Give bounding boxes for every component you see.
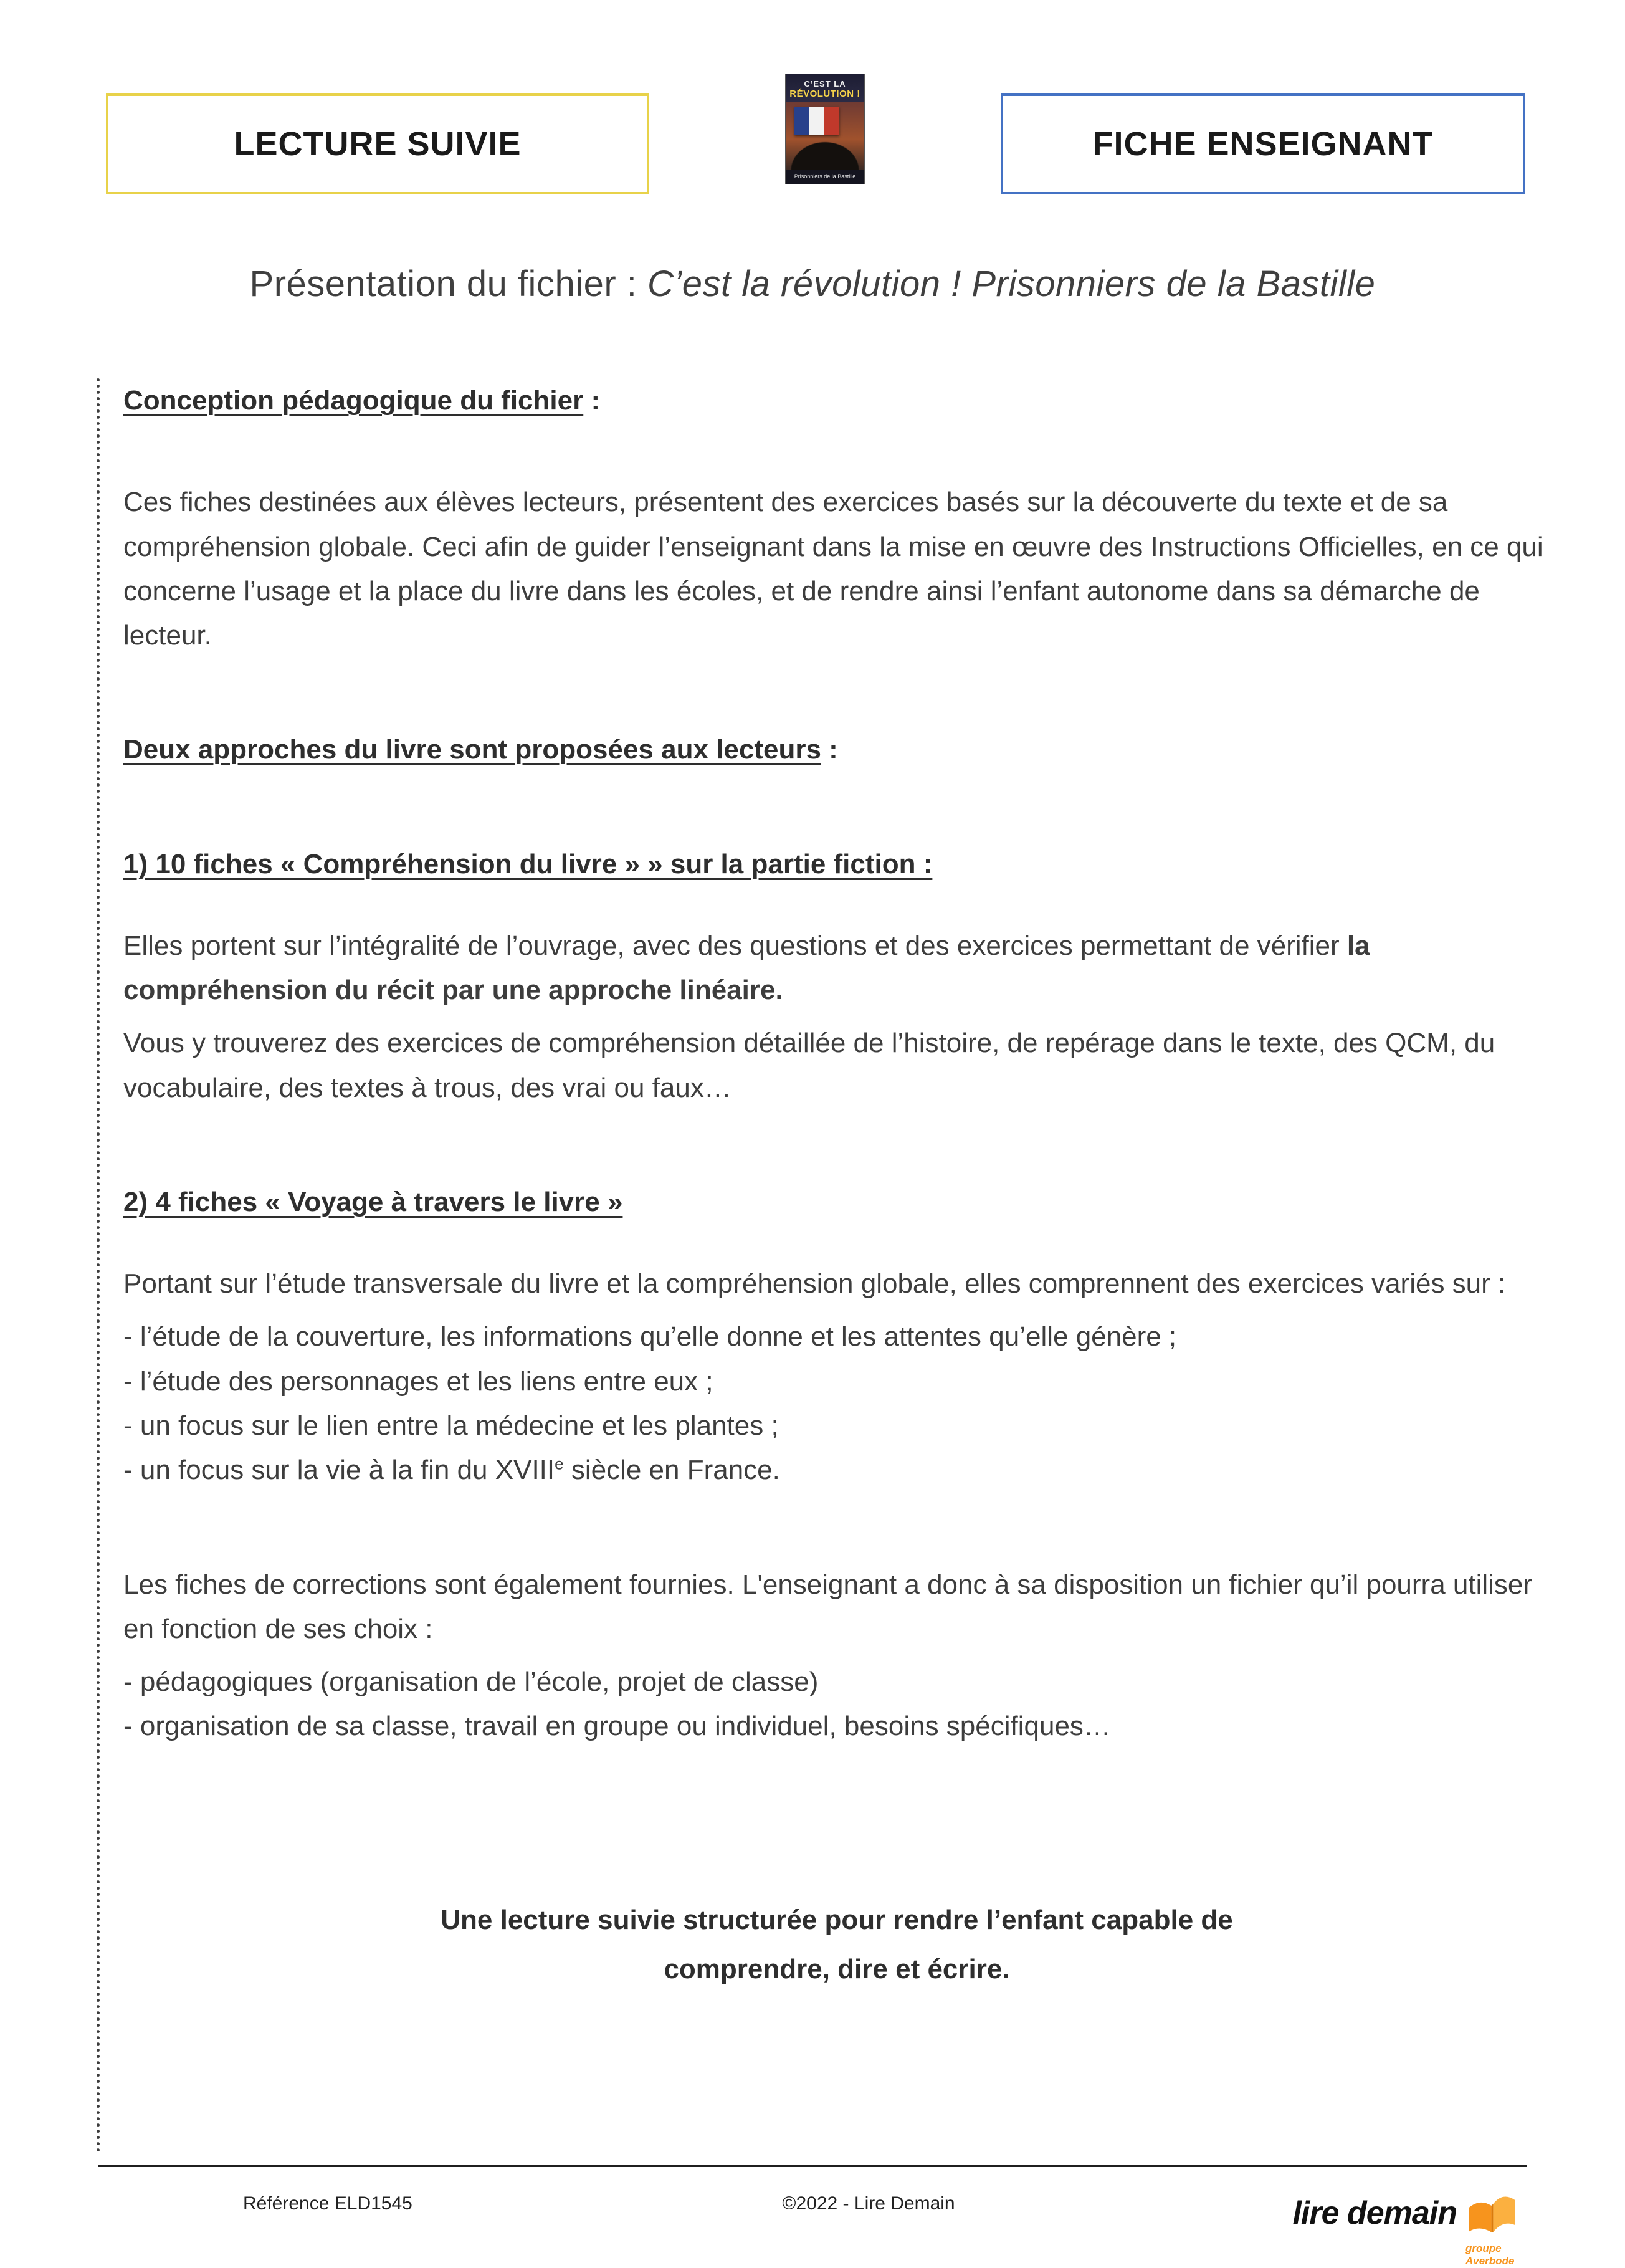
paragraph-corrections: Les fiches de corrections sont également fournies. L'enseignant a donc à sa disposition un fichier qu’il pourra utiliser en fonction de ses choix : (123, 1569, 1533, 1644)
heading-approches (123, 727, 1550, 772)
closing-line-2: comprendre, dire et écrire. (664, 1953, 1010, 1984)
book-cover-art (786, 102, 864, 170)
book-cover-subtitle: Prisonniers de la Bastille (786, 170, 864, 184)
lire-demain-logo-text: lire demain (1292, 2195, 1457, 2231)
paragraph-intro: Ces fiches destinées aux élèves lecteurs, présentent des exercices basés sur la découverte du texte et de sa compréhension globale. Ceci afin de guider l’enseignant dans la mise en œuvre des Instructions Officielles, en ce qui concerne l’usage et la place du livre dans les écoles, et de rendre ainsi l’enfant autonome dans sa démarche de lecteur. (123, 487, 1543, 651)
paragraph-fiches1 (123, 924, 1550, 1013)
closing-statement (123, 1895, 1550, 1994)
lecture-suivie-box (106, 93, 649, 194)
french-flag-graphic (794, 107, 839, 135)
fiche-enseignant-label: FICHE ENSEIGNANT (1092, 125, 1434, 163)
book-cover-title-line2: RÉVOLUTION ! (789, 89, 860, 99)
paragraph-fiches2: Portant sur l’étude transversale du livre et la compréhension globale, elles comprennent des exercices variés sur : (123, 1268, 1506, 1299)
heading-fiches-comprehension: 1) 10 fiches « Compréhension du livre » » sur la partie fiction : (123, 848, 933, 879)
page-title-prefix: Présentation du fichier : (249, 264, 648, 304)
content-area (97, 378, 1550, 2153)
header (0, 0, 1625, 206)
bullet-xviii-siecle: - un focus sur la vie à la fin du XVIIIe siècle en France. (123, 1454, 780, 1486)
heading-conception-colon: : (583, 385, 601, 416)
bullet-couverture: - l’étude de la couverture, les informations qu’elle donne et les attentes qu’elle génère ; (123, 1321, 1177, 1352)
footer (0, 2167, 1625, 2267)
lire-demain-logo-subtext: groupe Averbode (1465, 2242, 1515, 2267)
fiche-enseignant-box (1001, 93, 1525, 194)
heading-conception (123, 378, 1550, 423)
paragraph-fiches1-normal: Elles portent sur l’intégralité de l’ouvrage, avec des questions et des exercices permettant de vérifier (123, 930, 1347, 961)
lecture-suivie-label: LECTURE SUIVIE (234, 125, 522, 163)
bullet-pedagogiques: - pédagogiques (organisation de l’école, projet de classe) (123, 1667, 819, 1698)
open-book-icon (1465, 2193, 1519, 2267)
bullet-organisation: - organisation de sa classe, travail en groupe ou individuel, besoins spécifiques… (123, 1711, 1111, 1742)
book-cover-title-band (786, 74, 864, 102)
closing-line-1: Une lecture suivie structurée pour rendre l’enfant capable de (441, 1904, 1233, 1935)
page-title-book-name: C’est la révolution ! Prisonniers de la Bastille (647, 264, 1376, 304)
bullet-medecine: - un focus sur le lien entre la médecine et les plantes ; (123, 1410, 779, 1441)
heading-fiches-voyage: 2) 4 fiches « Voyage à travers le livre » (123, 1186, 623, 1217)
heading-approches-text: Deux approches du livre sont proposées aux lecteurs (123, 734, 821, 765)
book-cover-title-line1: C’EST LA (804, 79, 846, 89)
paragraph-fiches1b: Vous y trouverez des exercices de compréhension détaillée de l’histoire, de repérage dans le texte, des QCM, du vocabulaire, des textes à trous, des vrai ou faux… (123, 1028, 1495, 1103)
page-title (0, 263, 1625, 305)
footer-copyright: ©2022 - Lire Demain (782, 2193, 955, 2214)
paragraph-fiches1-bold: la compréhension du récit par une approche linéaire. (123, 930, 1370, 1006)
superscript-e: e (555, 1454, 564, 1473)
bullet-personnages: - l’étude des personnages et les liens entre eux ; (123, 1366, 713, 1397)
book-cover (785, 74, 865, 184)
footer-reference: Référence ELD1545 (243, 2193, 412, 2214)
heading-conception-text: Conception pédagogique du fichier (123, 385, 584, 416)
heading-approches-colon: : (821, 734, 838, 765)
crowd-silhouette-graphic (786, 138, 864, 170)
lire-demain-logo (1170, 2193, 1519, 2267)
